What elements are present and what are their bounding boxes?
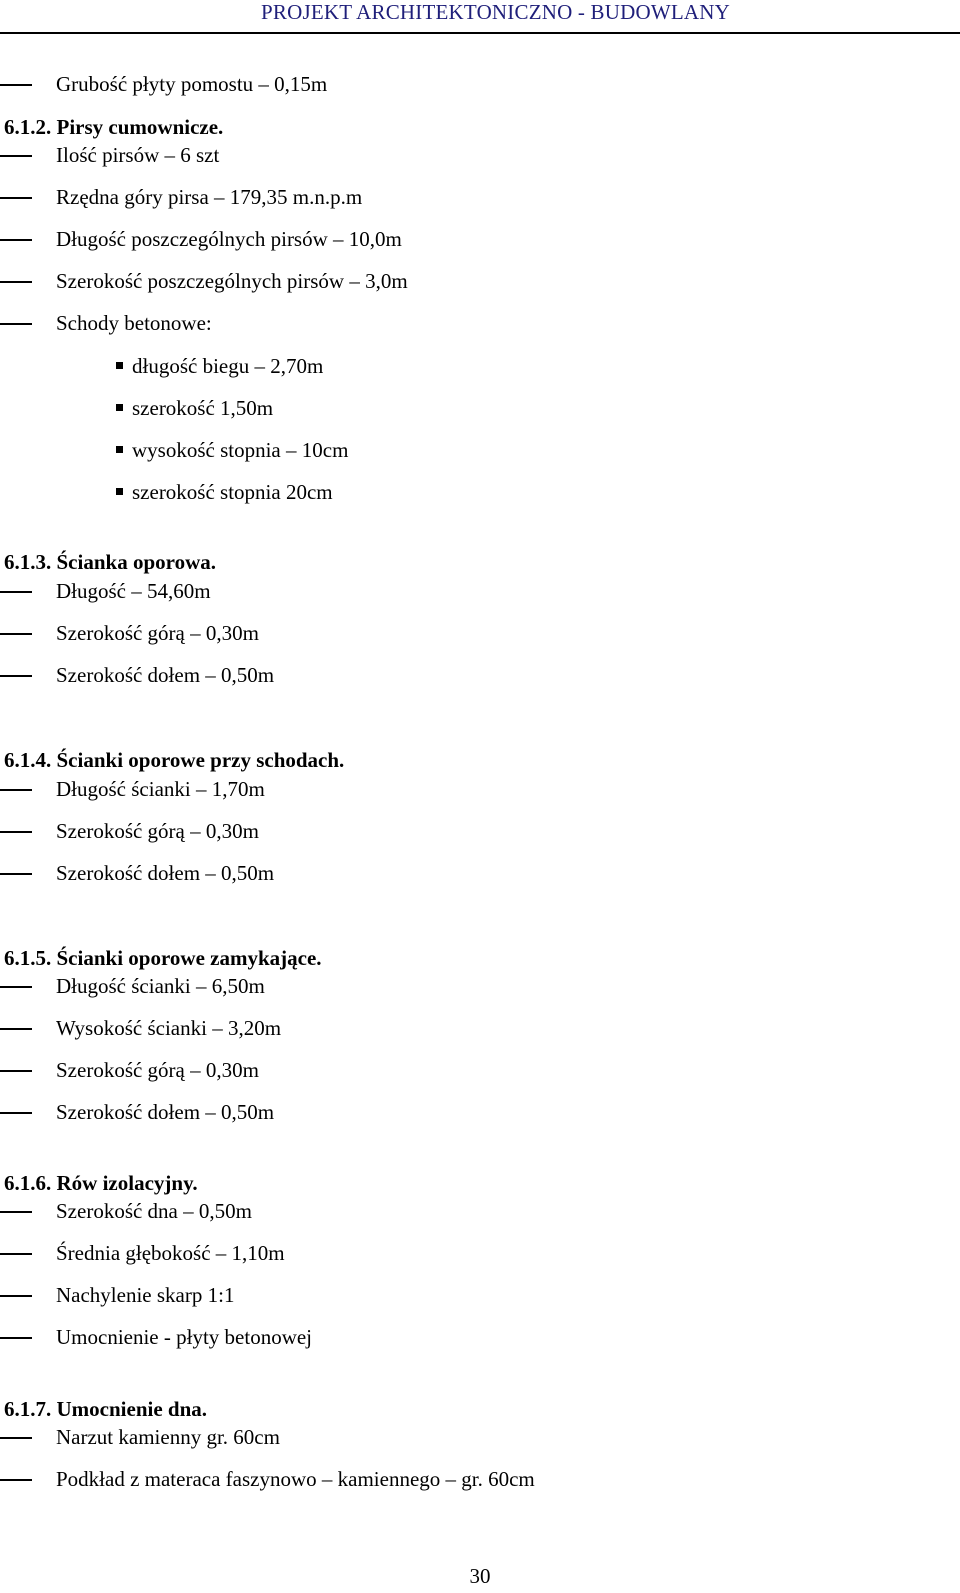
- list-item-text: Średnia głębokość – 1,10m: [56, 1241, 285, 1265]
- square-bullet-icon: [116, 446, 123, 453]
- list-item-text: Rzędna góry pirsa – 179,35 m.n.p.m: [56, 185, 363, 209]
- dash-marker: [0, 633, 32, 635]
- list-item-text: Szerokość górą – 0,30m: [56, 1058, 259, 1082]
- dash-marker: [0, 831, 32, 833]
- dash-marker: [0, 1337, 32, 1339]
- dash-marker: [0, 873, 32, 875]
- list-item-text: Podkład z materaca faszynowo – kamiennego – gr. 60cm: [56, 1467, 535, 1491]
- dash-marker: [0, 1112, 32, 1114]
- section-heading: 6.1.7. Umocnienie dna.: [4, 1397, 208, 1421]
- dash-marker: [0, 1028, 32, 1030]
- page-header: [0, 0, 960, 36]
- list-item-text: Szerokość dołem – 0,50m: [56, 861, 275, 885]
- page-number: 30: [469, 1564, 491, 1588]
- section-heading: 6.1.5. Ścianki oporowe zamykające.: [4, 946, 322, 970]
- list-item-text: Długość ścianki – 6,50m: [56, 974, 265, 998]
- dash-marker: [0, 1211, 32, 1213]
- dash-marker: [0, 155, 32, 157]
- list-item-text: Szerokość poszczególnych pirsów – 3,0m: [56, 269, 408, 293]
- dash-marker: [0, 281, 32, 283]
- square-bullet-icon: [116, 488, 123, 495]
- dash-marker: [0, 591, 32, 593]
- list-item-text: Ilość pirsów – 6 szt: [56, 143, 220, 167]
- square-bullet-icon: [116, 362, 123, 369]
- dash-marker: [0, 1479, 32, 1481]
- list-item-text: Szerokość dołem – 0,50m: [56, 663, 275, 687]
- header-title: PROJEKT ARCHITEKTONICZNO - BUDOWLANY: [261, 0, 730, 24]
- dash-marker: [0, 675, 32, 677]
- list-item-text: Długość ścianki – 1,70m: [56, 777, 265, 801]
- list-item-text: szerokość stopnia 20cm: [132, 480, 333, 504]
- list-item-text: długość biegu – 2,70m: [132, 354, 324, 378]
- list-item-text: Szerokość dołem – 0,50m: [56, 1100, 275, 1124]
- section-heading: 6.1.3. Ścianka oporowa.: [4, 550, 216, 574]
- list-item-text: Szerokość górą – 0,30m: [56, 819, 259, 843]
- dash-marker: [0, 239, 32, 241]
- list-item-text: Nachylenie skarp 1:1: [56, 1283, 235, 1307]
- section-heading: 6.1.6. Rów izolacyjny.: [4, 1171, 198, 1195]
- dash-marker: [0, 84, 32, 86]
- list-item-text: Schody betonowe:: [56, 311, 212, 335]
- list-item-text: szerokość 1,50m: [132, 396, 274, 420]
- dash-marker: [0, 1253, 32, 1255]
- list-item-text: Grubość płyty pomostu – 0,15m: [56, 72, 328, 96]
- dash-marker: [0, 986, 32, 988]
- list-item-text: Wysokość ścianki – 3,20m: [56, 1016, 282, 1040]
- list-item-text: Szerokość dna – 0,50m: [56, 1199, 252, 1223]
- dash-marker: [0, 323, 32, 325]
- header-rule: [0, 32, 960, 34]
- dash-marker: [0, 1070, 32, 1072]
- section-heading: 6.1.2. Pirsy cumownicze.: [4, 115, 224, 139]
- list-item-text: Długość poszczególnych pirsów – 10,0m: [56, 227, 402, 251]
- list-item-text: Szerokość górą – 0,30m: [56, 621, 259, 645]
- list-item-text: Umocnienie - płyty betonowej: [56, 1325, 313, 1349]
- list-item-text: wysokość stopnia – 10cm: [132, 438, 349, 462]
- section-heading: 6.1.4. Ścianki oporowe przy schodach.: [4, 748, 345, 772]
- dash-marker: [0, 197, 32, 199]
- list-item-text: Narzut kamienny gr. 60cm: [56, 1425, 280, 1449]
- dash-marker: [0, 1295, 32, 1297]
- list-item-text: Długość – 54,60m: [56, 579, 211, 603]
- square-bullet-icon: [116, 404, 123, 411]
- dash-marker: [0, 1437, 32, 1439]
- dash-marker: [0, 789, 32, 791]
